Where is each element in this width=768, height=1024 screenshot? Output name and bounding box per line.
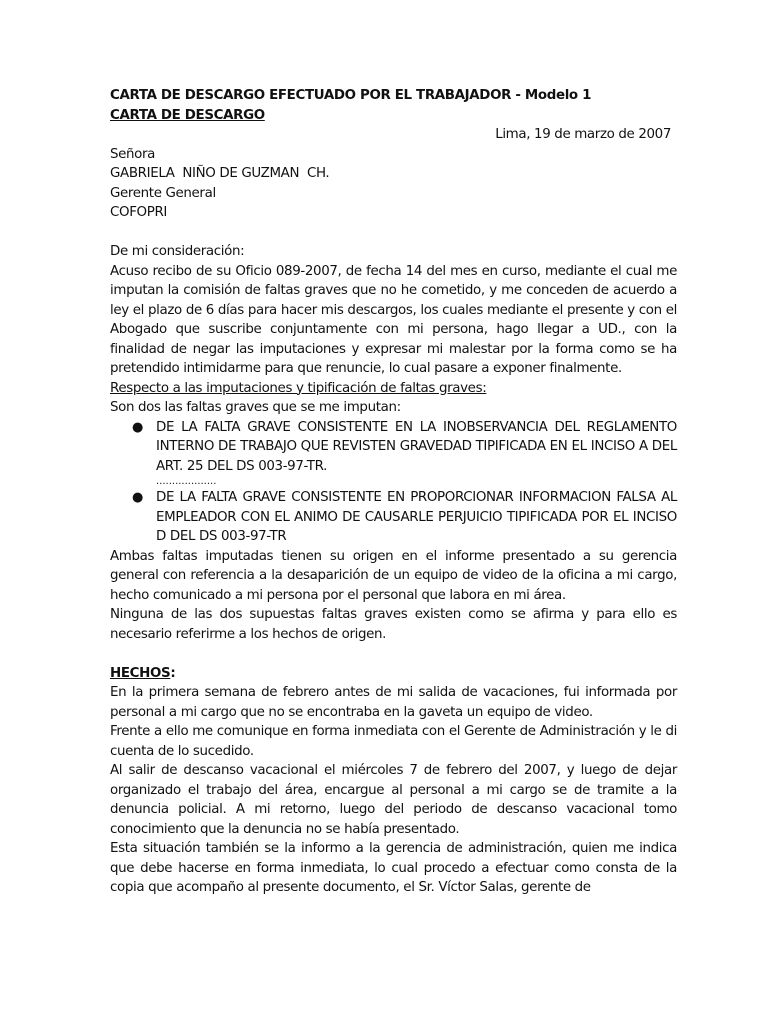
charges-list: [110, 418, 677, 547]
recipient-organization: COFOPRI: [110, 205, 168, 220]
trailing-dots: ...................: [156, 476, 217, 487]
spacer: [110, 644, 677, 664]
bullet-icon: ●: [132, 419, 143, 435]
hechos-heading: [110, 664, 677, 684]
denial-paragraph: Ninguna de las dos supuestas faltas graves existen como se afirma y para ello es necesario referirme a los hechos de origen.: [110, 607, 677, 642]
charge-text: DE LA FALTA GRAVE CONSISTENTE EN LA INOBSERVANCIA DEL REGLAMENTO INTERNO DE TRABAJO QUE REVISTEN GRAVEDAD TIPIFICADA EN EL INCISO A DEL ART. 25 DEL DS 003-97-TR.: [156, 419, 677, 474]
bullet-icon: ●: [132, 490, 143, 505]
section-title: Respecto a las imputaciones y tipificación de faltas graves:: [110, 380, 487, 396]
section-intro: Son dos las faltas graves que se me imputan:: [110, 400, 401, 415]
letter-date: Lima, 19 de marzo de 2007: [495, 127, 671, 142]
hechos-paragraph: En la primera semana de febrero antes de mi salida de vacaciones, fui informada por personal a mi cargo que no se encontraba en la gaveta un equipo de video.: [110, 685, 677, 720]
recipient-salutation: Señora: [110, 146, 156, 162]
hechos-heading-colon: :: [170, 665, 176, 681]
hechos-paragraph: Al salir de descanso vacacional el miércoles 7 de febrero del 2007, y luego de dejar organizado el trabajo del área, encargue al personal a mi cargo se de tramite a la denuncia policial. A mi retorno, luego del periodo de descanso vacacional tomo conocimiento que la denuncia no se había presentado.: [110, 763, 677, 837]
document-title: CARTA DE DESCARGO EFECTUADO POR EL TRABAJADOR - Modelo 1: [110, 88, 592, 103]
spacer: [110, 223, 677, 243]
letter-body: [110, 86, 677, 898]
list-item: [110, 418, 677, 489]
hechos-paragraph: Esta situación también se la informo a la gerencia de administración, quien me indica que debe hacerse en forma inmediata, lo cual procedo a efectuar como consta de la copia que acompaño al presente documento, el Sr. Víctor Salas, gerente de: [110, 841, 677, 895]
hechos-heading-text: HECHOS: [110, 665, 171, 681]
recipient-position: Gerente General: [110, 185, 216, 201]
list-item: [110, 488, 677, 547]
charge-text: DE LA FALTA GRAVE CONSISTENTE EN PROPORCIONAR INFORMACION FALSA AL EMPLEADOR CON EL ANIMO DE CAUSARLE PERJUICIO TIPIFICADA POR EL INCISO D DEL DS 003-97-TR: [156, 490, 677, 544]
recipient-name: GABRIELA NIÑO DE GUZMAN CH.: [110, 166, 330, 181]
hechos-paragraph: Frente a ello me comunique en forma inmediata con el Gerente de Administración y le di cuenta de lo sucedido.: [110, 724, 677, 759]
origin-paragraph: Ambas faltas imputadas tienen su origen en el informe presentado a su gerencia general con referencia a la desaparición de un equipo de video de la oficina a mi cargo, hecho comunicado a mi persona por el personal que labora en mi área.: [110, 548, 677, 603]
greeting: De mi consideración:: [110, 244, 245, 259]
document-subtitle: CARTA DE DESCARGO: [110, 107, 265, 123]
intro-paragraph: Acuso recibo de su Oficio 089-2007, de fecha 14 del mes en curso, mediante el cual me imputan la comisión de faltas graves que no he cometido, y me conceden de acuerdo a ley el plazo de 6 días para hacer mis descargos, los cuales mediante el presente y con el Abogado que suscribe conjuntamente con mi persona, hago llegar a UD., con la finalidad de negar las imputaciones y expresar mi malestar por la forma como se ha pretendido intimidarme para que renuncie, lo cual pasare a exponer finalmente.: [110, 263, 677, 376]
